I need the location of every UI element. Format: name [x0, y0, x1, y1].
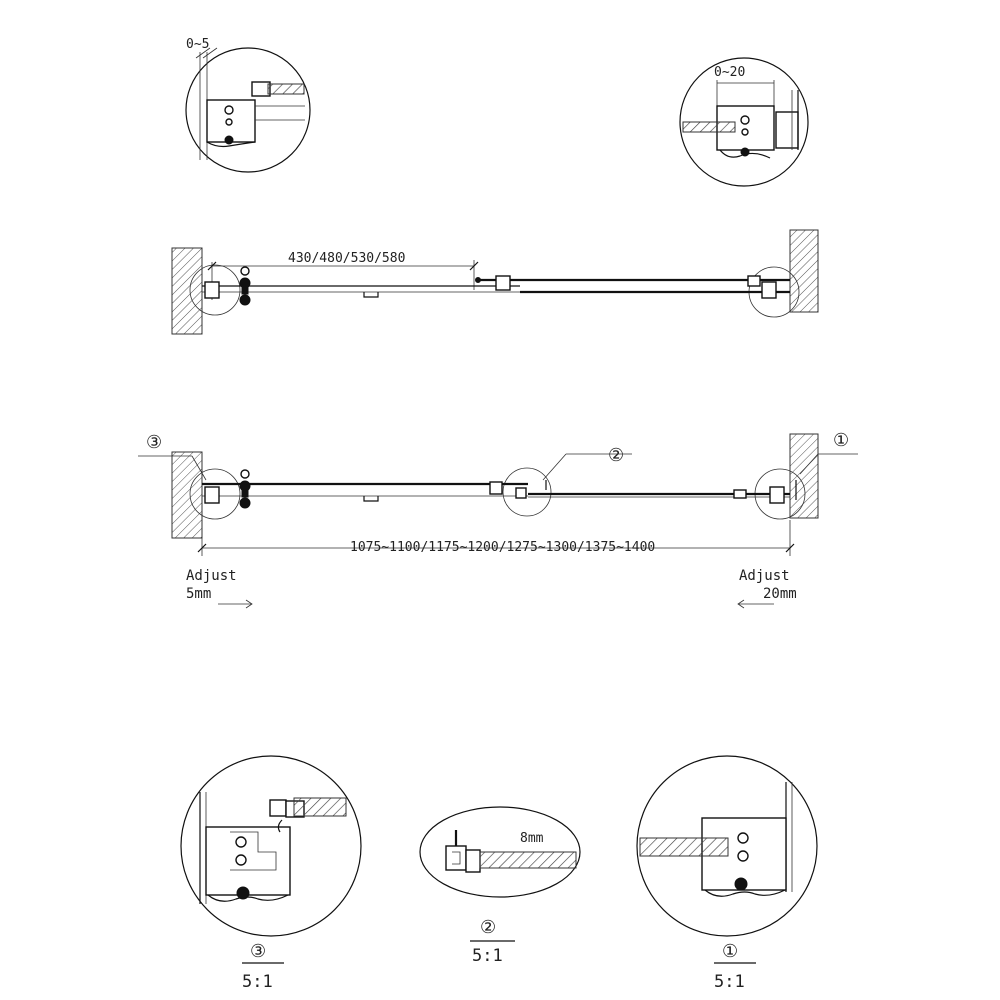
adjust-right-word: Adjust	[739, 568, 790, 584]
plan-closed	[138, 430, 858, 608]
glass-section	[683, 122, 735, 132]
detail-bottom-1	[637, 756, 817, 992]
closed-dimension: 1075~1100/1175~1200/1275~1300/1375~1400	[350, 540, 656, 555]
right-wall	[790, 230, 818, 312]
glass-section	[640, 838, 728, 856]
adjust-left-amount: 5mm	[186, 586, 212, 602]
plan-open	[172, 230, 818, 334]
glass-section	[480, 852, 576, 868]
detail-bottom-3	[181, 756, 361, 992]
callout-number-3: ③	[146, 432, 163, 453]
handle-icon	[241, 267, 249, 275]
detail-bottom-2	[420, 807, 580, 966]
gap-label: 0~20	[714, 65, 746, 80]
glass-section	[294, 798, 346, 816]
right-wall	[790, 434, 818, 518]
callout-number-2: ②	[608, 445, 625, 466]
callout-number-1: ①	[833, 430, 850, 451]
bracket-profile	[206, 827, 290, 895]
detail-number: ②	[480, 917, 497, 938]
detail-scale: 5:1	[714, 972, 745, 992]
detail-scale: 5:1	[242, 972, 273, 992]
detail-number: ③	[250, 941, 267, 962]
detail-number: ①	[722, 941, 739, 962]
adjust-left-word: Adjust	[186, 568, 237, 584]
handle-icon	[241, 470, 249, 478]
bracket-profile	[446, 846, 466, 870]
detail-top-right	[680, 58, 808, 186]
detail-top-left	[186, 37, 310, 172]
callout-circle-2	[503, 468, 551, 516]
glass-thickness: 8mm	[520, 831, 544, 846]
left-wall	[172, 248, 202, 334]
adjust-right-amount: 20mm	[763, 586, 797, 602]
open-dimension: 430/480/530/580	[288, 251, 406, 266]
detail-scale: 5:1	[472, 946, 503, 966]
gap-label: 0~5	[186, 37, 210, 52]
glass-section	[268, 84, 304, 94]
